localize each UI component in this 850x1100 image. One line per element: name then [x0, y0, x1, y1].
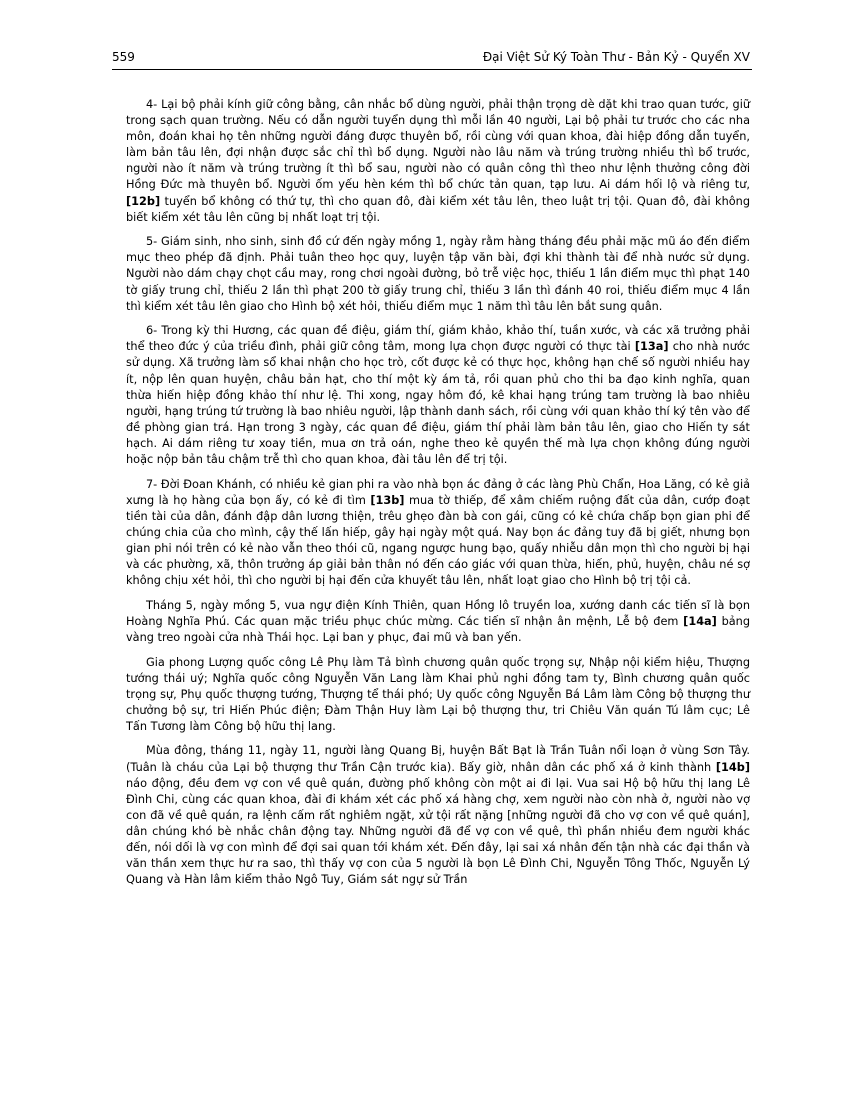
folio-marker: [13b]	[370, 493, 405, 507]
paragraph-text: náo động, đều đem vợ con về quê quán, đường phố không còn một ai đi lại. Vua sai Hộ bộ hữu thị lang Lê Đình Chi, cùng các quan khoa, đài đi khám xét các phố xá hàng chợ, xem người nào còn nhà ở, người nào vợ con đã về quê quán, ra lệnh cấm rất nghiêm ngặt, xử tội rất nặng [những người đã cho vợ con về quê quán], dân chúng khó bè nhắc chân động tay. Những người đã để vợ con về quê, thì phần nhiều đem người khác đến, nói dối là vợ con mình để đợi sai quan tới khám xét. Đến đây, lại sai xá nhân đến tận nhà các đại thần và văn thần xem thực hư ra sao, thì thấy vợ con của 5 người là bọn Lê Đình Chi, Nguyễn Tông Thốc, Nguyễn Lý Quang và Hàn lâm kiểm thảo Ngô Tuy, Giám sát ngự sử Trần	[126, 776, 750, 887]
paragraph-text: Mùa đông, tháng 11, ngày 11, người làng Quang Bị, huyện Bất Bạt là Trần Tuân nổi loạn ở vùng Sơn Tây. (Tuân là cháu của Lại bộ thượng thư Trần Cận trước kia). Bấy giờ, nhân dân các phố xá ở kinh thành	[126, 744, 750, 774]
paragraph-text: cho nhà nước sử dụng. Xã trưởng làm sổ khai nhận cho học trò, cốt được kẻ có thực học, không hạn chế số người nhiều hay ít, nộp lên quan huyện, châu bản hạt, cho thí một kỳ ám tả, rồi quan phủ cho thi ba đạo kinh nghĩa, quan thừa hiến hiệp đồng khảo thí như lệ. Thi xong, ngay hôm đó, kê khai hạng trúng tam trường là bao nhiêu người, hạng trúng tứ trường là bao nhiêu người, lập thành danh sách, rồi cùng với quan khảo thí ký tên vào để đề phòng gian trá. Hạn trong 3 ngày, các quan đề điệu, giám thí phải làm bản tâu lên, giao cho Hiến ty sát hạch. Ai dám riêng tư xoay tiền, mua ơn trả oán, nghe theo kẻ quyền thế mà lựa chọn không đúng người hoặc nộp bản tâu chậm trễ thì cho quan khoa, đài tâu lên để trị tội.	[126, 340, 751, 466]
paragraph-text: 5- Giám sinh, nho sinh, sinh đồ cứ đến ngày mồng 1, ngày rằm hàng tháng đều phải mặc mũ áo đến điểm mục theo phép đã định. Phải tuân theo học quy, luyện tập văn bài, đợi khi thành tài để nhà nước sử dụng. Người nào dám chạy chọt cầu may, rong chơi ngoài đường, bỏ trễ việc học, thiếu 1 lần điểm mục thì phạt 140 tờ giấy trung chỉ, thiếu 2 lần thì phạt 200 tờ giấy trung chỉ, thiếu 3 lần thì đánh 40 roi, thiếu điểm mục 4 lần thì kiểm xét tâu lên giao cho Hình bộ xét hỏi, thiếu điểm mục 1 năm thì tâu lên bắt sung quân.	[126, 235, 750, 313]
folio-marker: [13a]	[634, 340, 669, 354]
paragraph	[126, 323, 750, 468]
paragraph-text: bảng vàng treo ngoài cửa nhà Thái học. Lại ban y phục, đai mũ và ban yến.	[126, 614, 751, 644]
paragraph	[126, 97, 750, 226]
paragraph	[126, 598, 750, 646]
paragraph	[126, 477, 750, 590]
header-rule	[112, 69, 752, 70]
running-title: Đại Việt Sử Ký Toàn Thư - Bản Kỷ - Quyển XV	[482, 50, 750, 64]
paragraph-text: Tháng 5, ngày mồng 5, vua ngự điện Kính Thiên, quan Hồng lô truyền loa, xướng danh các tiến sĩ là bọn Hoàng Nghĩa Phú. Các quan mặc triều phục chúc mừng. Các tiến sĩ nhận ân mệnh, Lễ bộ đem	[126, 598, 750, 628]
paragraph	[126, 234, 750, 314]
folio-marker: [14a]	[683, 614, 717, 628]
folio-marker: [12b]	[126, 194, 161, 208]
folio-marker: [14b]	[715, 760, 750, 774]
paragraph-text: tuyển bổ không có thứ tự, thì cho quan đô, đài kiểm xét tâu lên, theo luật trị tội. Quan đô, đài không biết kiểm xét tâu lên cũng bị nhất loạt trị tội.	[126, 194, 750, 224]
paragraph-text: 6- Trong kỳ thi Hương, các quan đề điệu, giám thí, giám khảo, khảo thí, tuần xước, và các xã trưởng phải thể theo đức ý của triều đình, phải giữ công tâm, mong lựa chọn được người có thực tài	[126, 324, 750, 354]
document-body	[126, 97, 750, 897]
paragraph-text: 7- Đời Đoan Khánh, có nhiều kẻ gian phi ra vào nhà bọn ác đảng ở các làng Phù Chẩn, Hoa Lăng, có kẻ giả xưng là họ hàng của bọn ấy, có kẻ đi tìm	[126, 477, 750, 507]
page-number: 559	[112, 50, 135, 64]
paragraph-text: Gia phong Lượng quốc công Lê Phụ làm Tả bình chương quân quốc trọng sự, Nhập nội kiểm hiệu, Thượng tướng thái uý; Nghĩa quốc công Nguyễn Văn Lang làm Khai phủ nghi đồng tam ty, Bình chương quân quốc trọng sự, Phụ quốc thượng tướng, Thượng tể thái phó; Uy quốc công Nguyễn Bá Lâm làm Công bộ thượng thư chưởng bộ sự, tri Hiến Phúc điện; Đàm Thận Huy làm Lại bộ thượng thư, tri Chiêu Văn quán Tú lâm cục; Lê Tấn Tương làm Công bộ hữu thị lang.	[126, 655, 750, 733]
paragraph-text: mua tờ thiếp, để xâm chiếm ruộng đất của dân, cướp đoạt tiền tài của dân, đánh đập dân lương thiện, trêu ghẹo đàn bà con gái, cũng có kẻ chứa chấp bọn gian phi để chúng chia của cho mình, cậy thế lấn hiếp, gây hại ngày một quá. Nay bọn ác đảng tuy đã bị giết, nhưng bọn gian phi nói trên có kẻ nào vẫn theo thói cũ, ngang ngược hung bạo, quấy nhiễu dân mọn thì cho người bị hại và các phường, xã, thôn trưởng áp giải bản thân nó đến cáo giác với quan thừa, hiến, phủ, huyện, châu né sợ không chịu xét hỏi, thì cho người bị hại đến cửa khuyết tâu lên, nhất loạt giao cho Hình bộ trị tội cả.	[126, 493, 750, 588]
paragraph	[126, 655, 750, 735]
paragraph	[126, 743, 750, 888]
paragraph-text: 4- Lại bộ phải kính giữ công bằng, cân nhắc bổ dùng người, phải thận trọng dè dặt khi trao quan tước, giữ trong sạch quan trường. Nếu có dẫn người tuyển dụng thì mỗi lần 40 người, Lại bộ phải tư trước cho các nha môn, đoán khai họ tên những người đáng được thuyên bổ, rồi cùng với quan khoa, đài hiệp đồng dẫn tuyển, làm bản tâu lên, đợi nhận được sắc chỉ thì bổ dụng. Người nào lâu năm và trúng trường nhiều thì bổ trước, người nào ít năm và trúng trường ít thì bổ sau, người nào có quân công thì theo như lệnh thưởng công đời Hồng Đức mà thuyên bổ. Người ốm yếu hèn kém thì bổ chức tản quan, tạp lưu. Ai dám hối lộ và riêng tư,	[126, 98, 750, 192]
